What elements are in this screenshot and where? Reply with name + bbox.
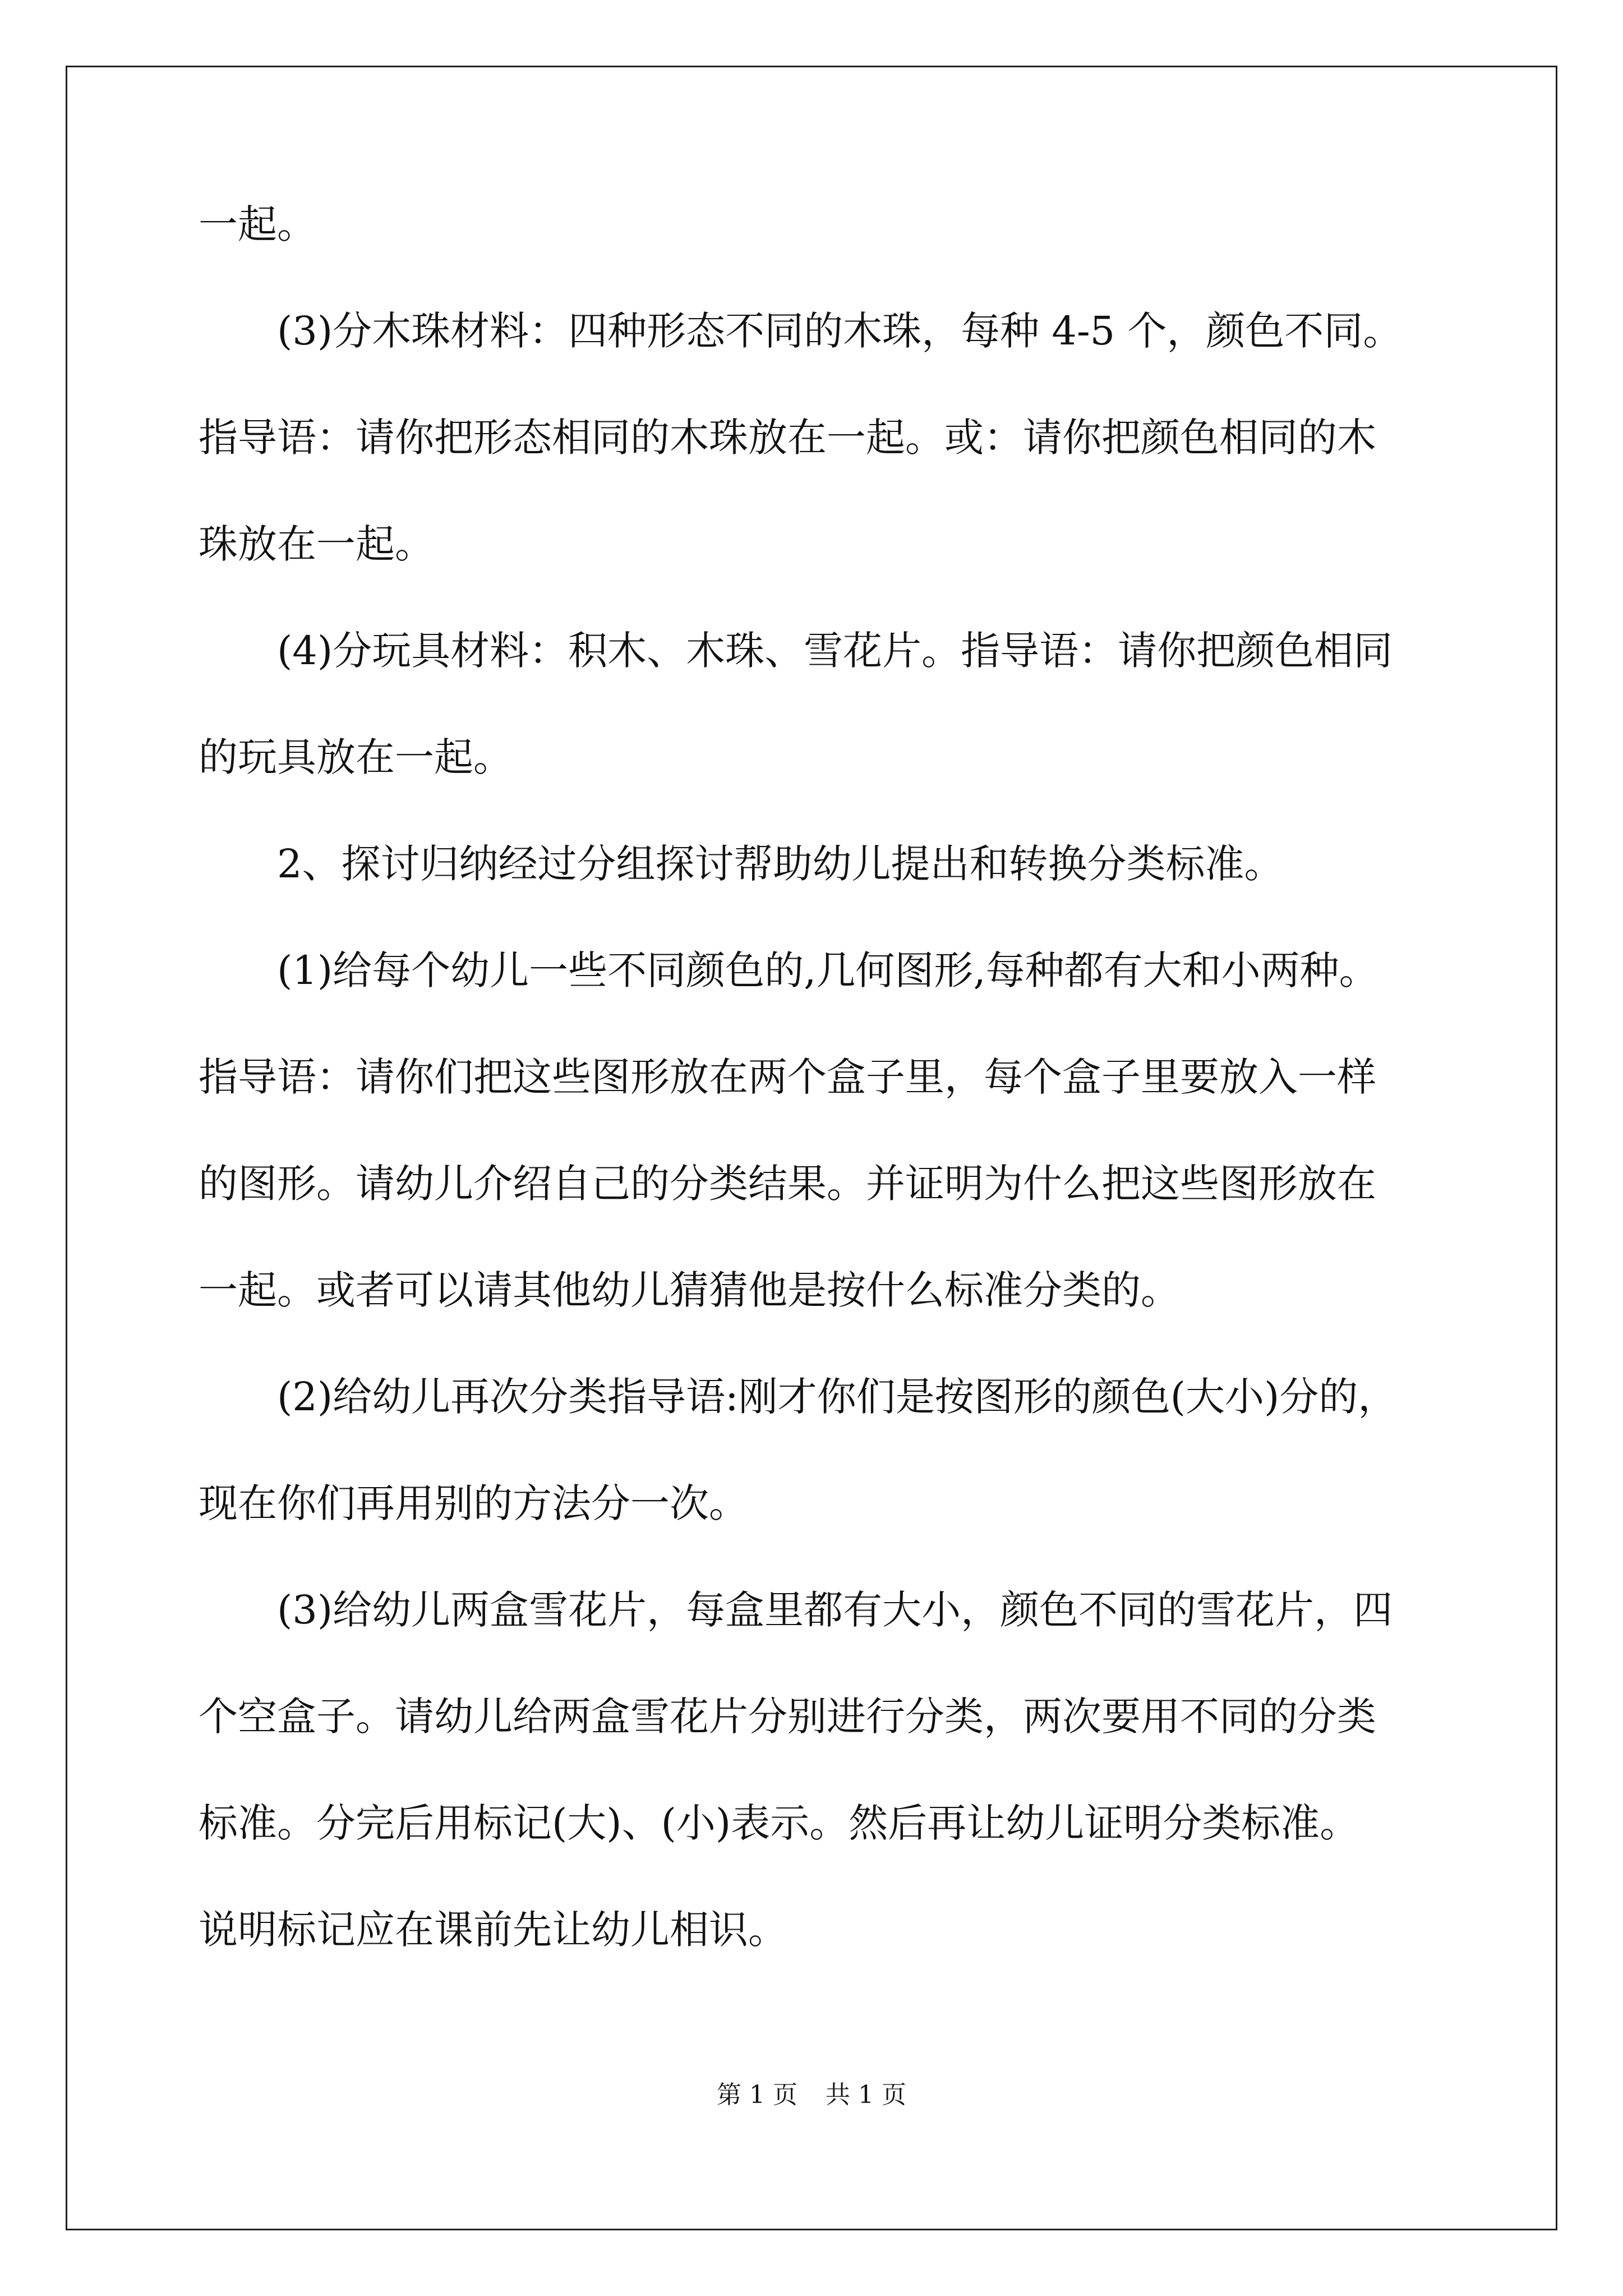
text-line: 现在你们再用别的方法分一次。 — [199, 1480, 748, 1526]
paragraph-start: (4)分玩具材料：积木、木珠、雪花片。指导语：请你把颜色相同 — [277, 628, 1393, 674]
text-line: 的图形。请幼儿介绍自己的分类结果。并证明为什么把这些图形放在 — [199, 1161, 1376, 1207]
page-footer — [0, 2078, 1623, 2112]
text-line: 说明标记应在课前先让幼儿相识。 — [199, 1907, 787, 1953]
paragraph-start: (2)给幼儿再次分类指导语:刚才你们是按图形的颜色(大小)分的， — [277, 1374, 1398, 1420]
text-line: 标准。分完后用标记(大)、(小)表示。然后再让幼儿证明分类标准。 — [199, 1800, 1359, 1846]
text-line: 的玩具放在一起。 — [199, 734, 513, 780]
text-line: 一起。 — [199, 201, 316, 247]
paragraph-start: (1)给每个幼儿一些不同颜色的,几何图形,每种都有大和小两种。 — [277, 947, 1378, 993]
page-number: 第 1 页 — [717, 2081, 797, 2109]
text-line: 一起。或者可以请其他幼儿猜猜他是按什么标准分类的。 — [199, 1267, 1180, 1313]
text-line: 珠放在一起。 — [199, 521, 434, 567]
paragraph-start: (3)分木珠材料：四种形态不同的木珠，每种 4-5 个，颜色不同。 — [277, 308, 1403, 354]
text-line: 指导语：请你把形态相同的木珠放在一起。或：请你把颜色相同的木 — [199, 415, 1376, 461]
paragraph-start: (3)给幼儿两盒雪花片，每盒里都有大小，颜色不同的雪花片，四 — [277, 1587, 1393, 1633]
page-total: 共 1 页 — [826, 2081, 906, 2109]
section-heading: 2、探讨归纳经过分组探讨帮助幼儿提出和转换分类标准。 — [277, 841, 1284, 887]
text-line: 指导语：请你们把这些图形放在两个盒子里，每个盒子里要放入一样 — [199, 1054, 1376, 1100]
text-line: 个空盒子。请幼儿给两盒雪花片分别进行分类，两次要用不同的分类 — [199, 1694, 1376, 1740]
